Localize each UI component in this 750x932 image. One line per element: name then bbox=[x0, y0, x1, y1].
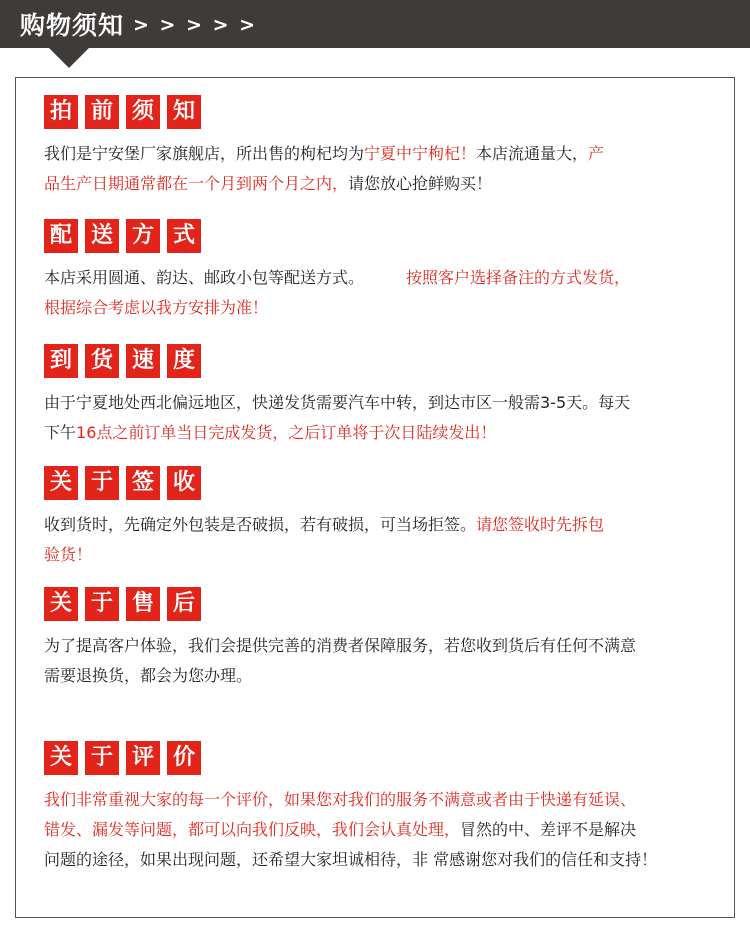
section-body bbox=[44, 510, 724, 570]
body-text: 问题的途径，如果出现问题，还希望大家坦诚相待，非 常感谢您对我们的信任和支持！ bbox=[44, 850, 658, 869]
title-badge: 关 bbox=[44, 587, 78, 621]
title-badge: 须 bbox=[126, 95, 160, 129]
title-badge: 知 bbox=[167, 95, 201, 129]
body-text: 为了提高客户体验，我们会提供完善的消费者保障服务，若您收到货后有任何不满意 bbox=[44, 636, 637, 655]
body-text: 下午 bbox=[44, 423, 77, 442]
body-text: 收到货时，先确定外包装是否破损，若有破损，可当场拒签。 bbox=[44, 515, 477, 534]
section-body bbox=[44, 139, 724, 199]
section-arrival bbox=[44, 344, 724, 448]
body-text: 本店流通量大， bbox=[476, 144, 589, 163]
section-title bbox=[44, 741, 724, 775]
title-badge: 后 bbox=[167, 587, 201, 621]
highlight-text: 品生产日期通常都在一个月到两个月之内， bbox=[44, 174, 349, 193]
title-badge: 式 bbox=[167, 219, 201, 253]
highlight-text: 错发、漏发等问题，都可以向我们反映，我们会认真处理， bbox=[44, 820, 461, 839]
title-badge: 价 bbox=[167, 741, 201, 775]
title-badge: 配 bbox=[44, 219, 78, 253]
title-badge: 前 bbox=[85, 95, 119, 129]
title-badge: 拍 bbox=[44, 95, 78, 129]
title-badge: 关 bbox=[44, 466, 78, 500]
header-bar bbox=[0, 0, 750, 48]
highlight-text: 按照客户选择备注的方式发货， bbox=[406, 268, 631, 287]
highlight-text: 产 bbox=[588, 144, 605, 163]
title-badge: 收 bbox=[167, 466, 201, 500]
title-badge: 于 bbox=[85, 741, 119, 775]
highlight-text: 请您签收时先拆包 bbox=[476, 515, 605, 534]
section-title bbox=[44, 344, 724, 378]
body-text: 由于宁夏地处西北偏远地区，快递发货需要汽车中转，到达市区一般需3-5天。每天 bbox=[44, 393, 631, 412]
section-body bbox=[44, 388, 724, 448]
highlight-text: 我们非常重视大家的每一个评价，如果您对我们的服务不满意或者由于快递有延误、 bbox=[44, 790, 637, 809]
title-badge: 售 bbox=[126, 587, 160, 621]
section-review bbox=[44, 741, 724, 875]
section-after-sale bbox=[44, 587, 724, 691]
highlight-text: 根据综合考虑以我方安排为准！ bbox=[44, 298, 269, 317]
body-text: 需要退换货，都会为您办理。 bbox=[44, 666, 253, 685]
highlight-text: 16点之前订单当日完成发货，之后订单将于次日陆续发出！ bbox=[76, 423, 497, 442]
section-delivery bbox=[44, 219, 724, 323]
body-text: 请您放心抢鲜购买！ bbox=[348, 174, 493, 193]
header-arrows: > > > > > bbox=[133, 14, 258, 36]
body-text: 本店采用圆通、韵达、邮政小包等配送方式。 bbox=[44, 268, 365, 287]
title-badge: 于 bbox=[85, 587, 119, 621]
title-badge: 签 bbox=[126, 466, 160, 500]
highlight-text: 宁夏中宁枸杞！ bbox=[364, 144, 477, 163]
section-body bbox=[44, 631, 724, 691]
title-badge: 方 bbox=[126, 219, 160, 253]
body-text: 我们是宁安堡厂家旗舰店，所出售的枸杞均为 bbox=[44, 144, 365, 163]
section-sign bbox=[44, 466, 724, 570]
title-badge: 关 bbox=[44, 741, 78, 775]
title-badge: 货 bbox=[85, 344, 119, 378]
section-title bbox=[44, 95, 724, 129]
title-badge: 于 bbox=[85, 466, 119, 500]
title-badge: 送 bbox=[85, 219, 119, 253]
section-body bbox=[44, 785, 724, 875]
body-text: 冒然的中、差评不是解决 bbox=[460, 820, 637, 839]
highlight-text: 验货！ bbox=[44, 545, 93, 564]
section-body bbox=[44, 263, 724, 323]
section-title bbox=[44, 466, 724, 500]
title-badge: 速 bbox=[126, 344, 160, 378]
title-badge: 到 bbox=[44, 344, 78, 378]
title-badge: 度 bbox=[167, 344, 201, 378]
header-notch bbox=[49, 48, 89, 68]
section-before-photo bbox=[44, 95, 724, 199]
section-title bbox=[44, 219, 724, 253]
title-badge: 评 bbox=[126, 741, 160, 775]
section-title bbox=[44, 587, 724, 621]
page-title: 购物须知 bbox=[20, 11, 125, 40]
